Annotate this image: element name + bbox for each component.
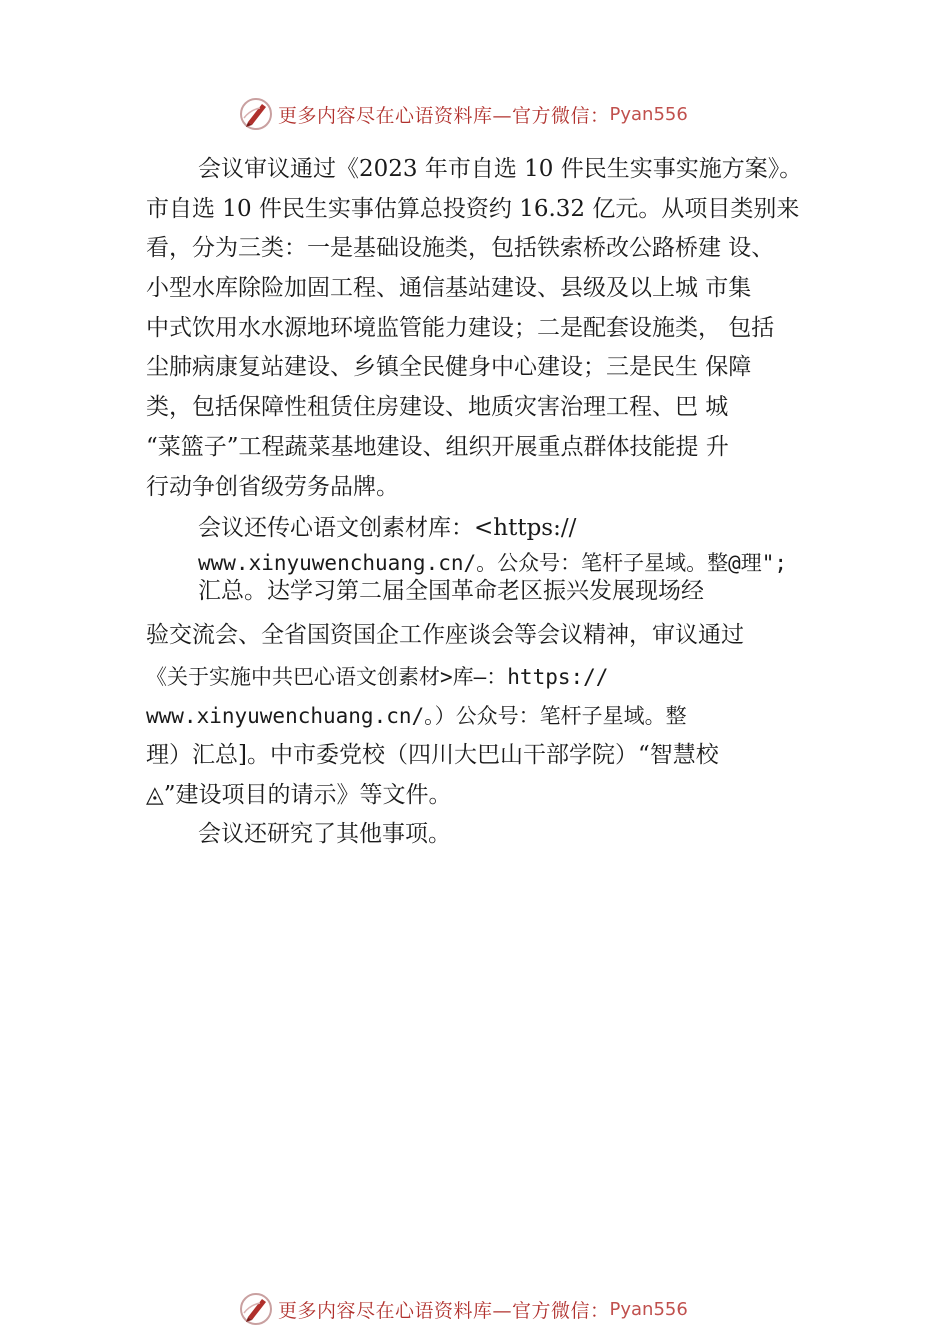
header-banner — [238, 96, 738, 132]
paragraph-1-line-5: 中式饮用水水源地环境监管能力建设；二是配套设施类， 包括 — [146, 315, 775, 341]
pen-logo-icon — [238, 96, 274, 132]
paragraph-1-line-8: “菜篮子”工程蔬菜基地建设、组织开展重点群体技能提 升 — [146, 434, 729, 460]
paragraph-2-line-6: www.xinyuwenchuang.cn/。）公众号：笔杆子星域。整 — [146, 704, 687, 728]
header-wechat-id: Pyan556 — [609, 103, 688, 125]
paragraph-1-line-2: 市自选 10 件民生实事估算总投资约 16.32 亿元。从项目类别来 — [146, 196, 800, 222]
paragraph-2-line-4: 验交流会、全省国资国企工作座谈会等会议精神，审议通过 — [146, 622, 744, 648]
paragraph-2-line-7: 理）汇总]。中市委党校（四川大巴山干部学院）“智慧校 — [146, 742, 719, 768]
paragraph-2-line-2: www.xinyuwenchuang.cn/。公众号：笔杆子星域。整@理"; — [198, 551, 788, 575]
paragraph-1-line-6: 尘肺病康复站建设、乡镇全民健身中心建设；三是民生 保障 — [146, 354, 752, 380]
paragraph-2-line-1: 会议还传心语文创素材库：<https:// — [198, 515, 577, 541]
paragraph-1-line-9: 行动争创省级劳务品牌。 — [146, 474, 399, 500]
paragraph-1-line-7: 类，包括保障性租赁住房建设、地质灾害治理工程、巴 城 — [146, 394, 729, 420]
footer-wechat-id: Pyan556 — [609, 1298, 688, 1320]
pen-logo-icon — [238, 1291, 274, 1327]
header-slogan: 更多内容尽在心语资料库—官方微信： — [278, 104, 610, 127]
footer-slogan: 更多内容尽在心语资料库—官方微信： — [278, 1299, 610, 1322]
paragraph-1-line-4: 小型水库除险加固工程、通信基站建设、县级及以上城 市集 — [146, 275, 752, 301]
paragraph-1-line-3: 看，分为三类：一是基础设施类，包括铁索桥改公路桥建 设、 — [146, 235, 775, 261]
paragraph-2-line-8: ◬”建设项目的请示》等文件。 — [146, 782, 452, 808]
paragraph-3-line-1: 会议还研究了其他事项。 — [198, 821, 451, 847]
paragraph-1-line-1: 会议审议通过《2023 年市自选 10 件民生实事实施方案》。 — [198, 156, 803, 182]
paragraph-2-line-5: 《关于实施中共巴心语文创素材>库—：https:// — [146, 665, 609, 689]
paragraph-2-line-3: 汇总。达学习第二届全国革命老区振兴发展现场经 — [198, 578, 704, 604]
footer-banner — [238, 1291, 738, 1327]
